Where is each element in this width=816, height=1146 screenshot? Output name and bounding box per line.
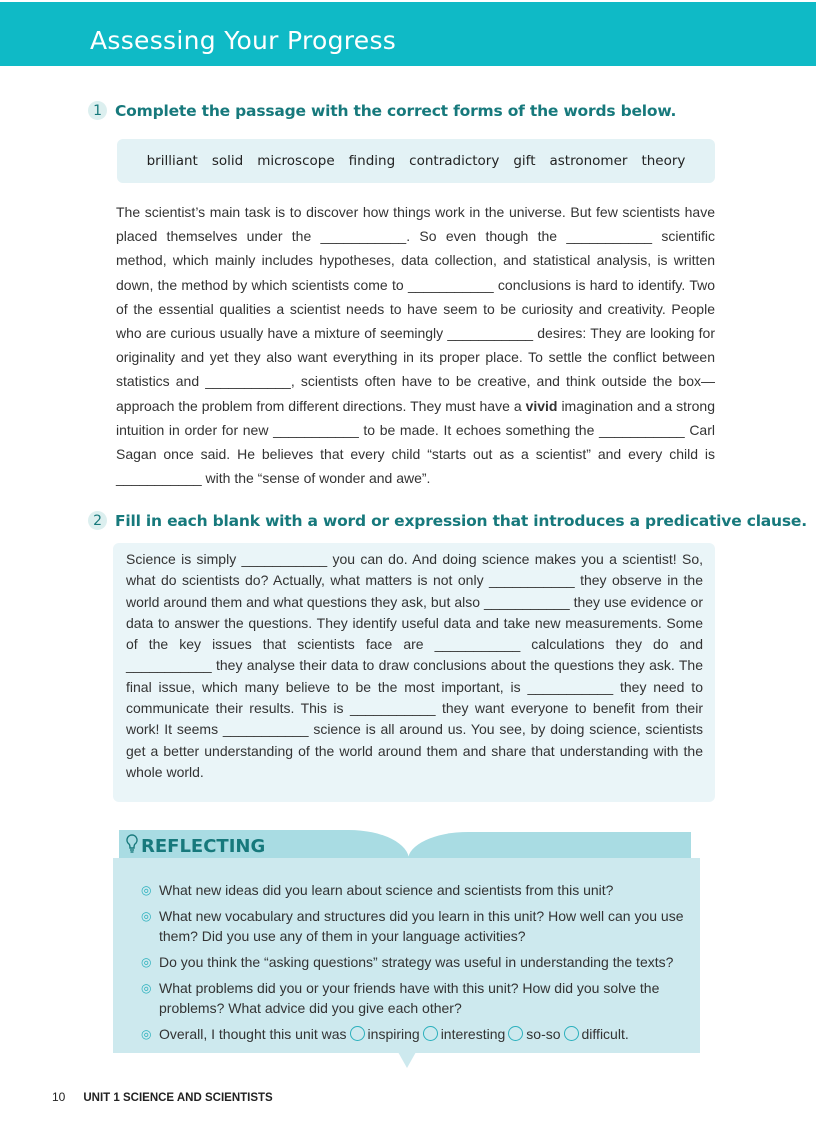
target-bullet-icon: ◎	[141, 955, 152, 969]
target-bullet-icon: ◎	[141, 981, 152, 995]
section-instruction: Complete the passage with the correct forms of the words below.	[115, 101, 677, 120]
section-2-heading	[88, 511, 807, 530]
word-bank	[117, 139, 715, 183]
passage-bold-word: vivid	[525, 397, 558, 414]
passage-text: imagination and a strong intuition in order for new ___________ to be made. It echoes something the ___________ Carl Sagan once said. He believes that every child “starts out as a scientist” and every child is ___________ with the “sense of wonder and awe”.	[116, 397, 716, 487]
reflecting-title: REFLECTING	[141, 836, 266, 857]
radio-interesting[interactable]	[423, 1026, 438, 1041]
option-label: so-so	[526, 1026, 561, 1042]
word-bank-item: gift	[513, 153, 536, 169]
unit-label: UNIT 1 SCIENCE AND SCIENTISTS	[83, 1092, 273, 1104]
section-number: 2	[88, 511, 107, 530]
reflecting-list	[141, 880, 686, 1050]
radio-so-so[interactable]	[508, 1026, 523, 1041]
target-bullet-icon: ◎	[141, 883, 152, 897]
page-header-bar	[0, 2, 816, 66]
page-number: 10	[52, 1090, 66, 1104]
section-1-heading	[88, 101, 676, 120]
passage-text: The scientist’s main task is to discover how things work in the universe. But few scientists have placed themselves under the ___________. So even though the ___________ scientific method, which mainly includes hypotheses, data collection, and statistical analysis, is written down, the method by which scientists come to ___________ conclusions is hard to identify. Two of the essential qualities a scientist needs to have seem to be curiosity and creativity. People who are curious usually have a mixture of seemingly ___________ desires: They are looking for originality and yet they also want everything in its proper place. To settle the conflict between statistics and ___________, scientists often have to be creative, and think outside the box—approach the problem from different directions. They must have a	[116, 204, 715, 414]
reflecting-item	[141, 906, 686, 946]
word-bank-item: brilliant	[146, 153, 198, 169]
rating-prompt: Overall, I thought this unit was	[159, 1026, 347, 1042]
target-bullet-icon: ◎	[141, 1027, 152, 1041]
passage-2: Science is simply ___________ you can do. And doing science makes you a scientist! So, what do scientists do? Actually, what matters is not only ___________ they observe in the world around them and what questions they ask, but also ___________ they use evidence or data to answer the questions. They identify useful data and take new measurements. Some of the key issues that scientists face are ___________ calculations they do and ___________ they analyse their data to draw conclusions about the questions they ask. The final issue, which many believe to be the most important, is ___________ they need to communicate their results. This is ___________ they want everyone to benefit from their work! It seems ___________ science is all around us. You see, by doing science, scientists get a better understanding of the world around them and share that understanding with the whole world.	[126, 551, 703, 780]
section-instruction: Fill in each blank with a word or expression that introduces a predicative clause.	[115, 511, 807, 530]
option-label: inspiring	[367, 1026, 420, 1042]
reflecting-tab-right	[408, 832, 691, 860]
radio-difficult[interactable]	[564, 1026, 579, 1041]
reflecting-notch	[398, 1052, 416, 1068]
word-bank-item: finding	[348, 153, 396, 169]
page-footer	[52, 1090, 273, 1104]
reflecting-item	[141, 880, 686, 900]
lightbulb-icon	[126, 834, 138, 859]
word-bank-item: astronomer	[549, 153, 628, 169]
reflecting-rating	[141, 1024, 686, 1044]
reflecting-question: What new vocabulary and structures did you learn in this unit? How well can you use them? Did you use any of them in your language activities?	[159, 908, 684, 944]
target-bullet-icon: ◎	[141, 909, 152, 923]
word-bank-item: theory	[641, 153, 686, 169]
reflecting-item	[141, 952, 686, 972]
option-label: difficult.	[581, 1026, 629, 1042]
reflecting-item	[141, 978, 686, 1018]
word-bank-item: microscope	[257, 153, 335, 169]
word-bank-item: solid	[211, 153, 244, 169]
radio-inspiring[interactable]	[350, 1026, 365, 1041]
passage-1	[116, 200, 715, 490]
word-bank-item: contradictory	[409, 153, 500, 169]
page-title: Assessing Your Progress	[90, 26, 397, 55]
reflecting-question: What problems did you or your friends have with this unit? How did you solve the problems? What advice did you give each other?	[159, 980, 660, 1016]
reflecting-question: What new ideas did you learn about science and scientists from this unit?	[159, 882, 614, 898]
section-number: 1	[88, 101, 107, 120]
reflecting-question: Do you think the “asking questions” strategy was useful in understanding the texts?	[159, 954, 674, 970]
option-label: interesting	[440, 1026, 506, 1042]
reflecting-heading	[126, 834, 265, 859]
